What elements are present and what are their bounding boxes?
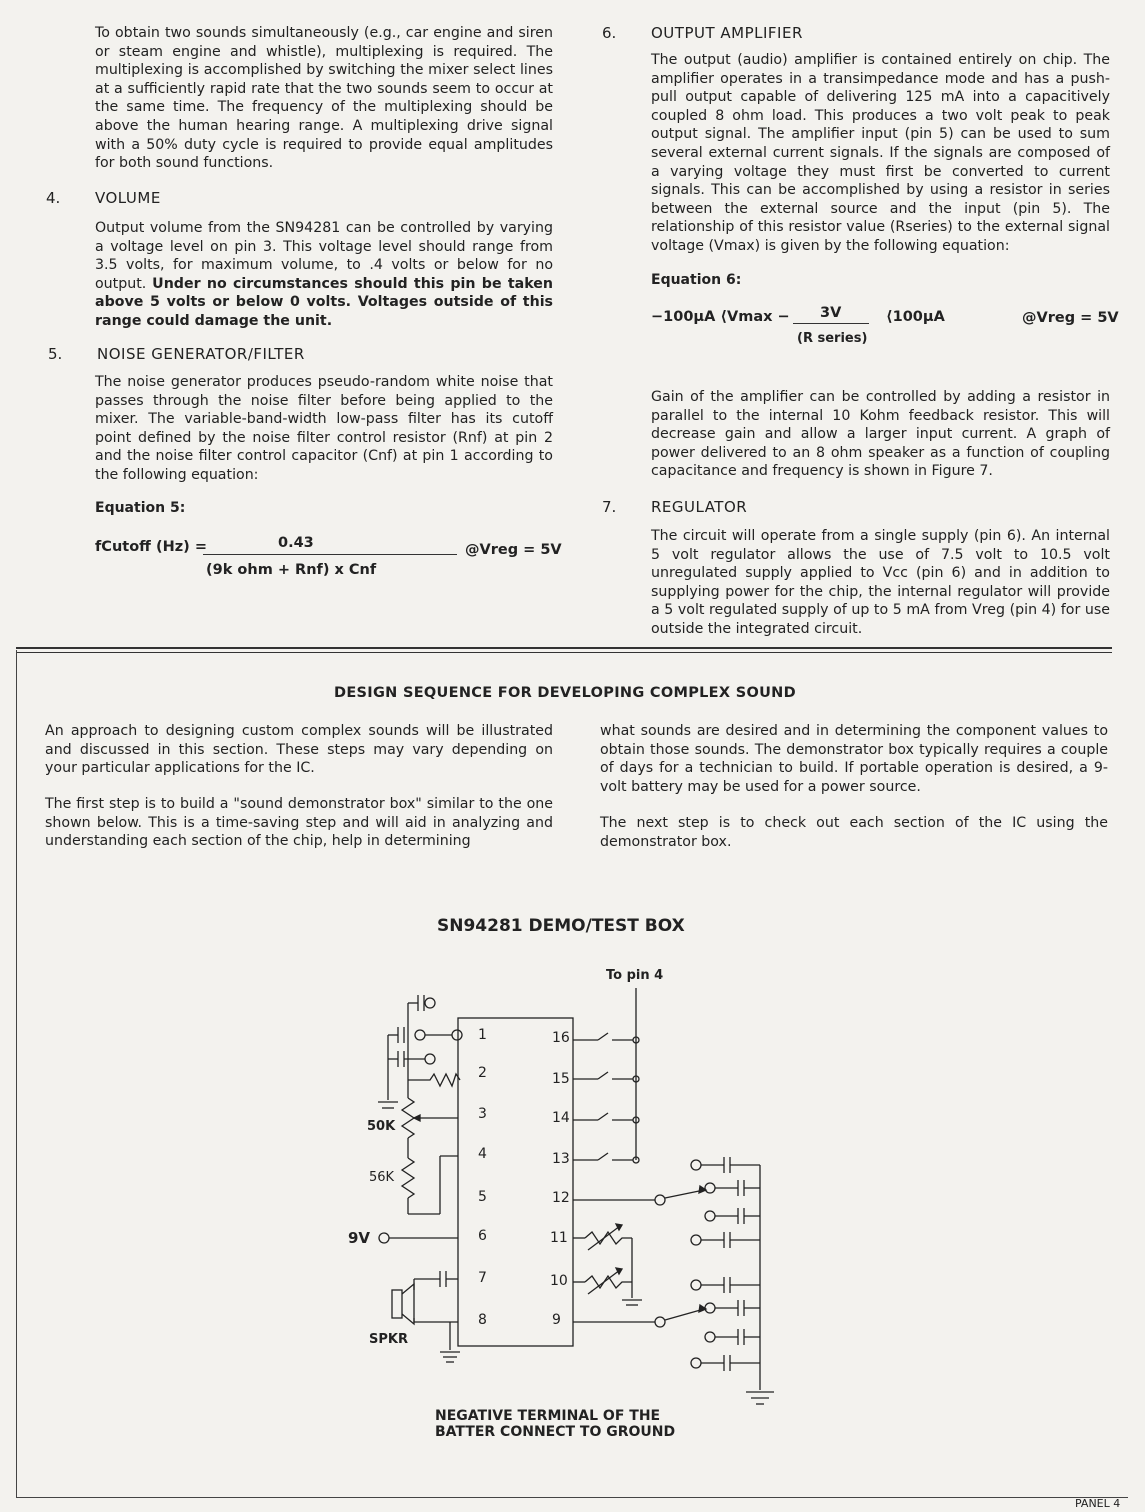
section-6-title: OUTPUT AMPLIFIER [651,24,803,42]
design-sequence-title: DESIGN SEQUENCE FOR DEVELOPING COMPLEX SOUND [334,685,796,701]
pin-label: 16 [552,1030,570,1046]
speaker-label: SPKR [369,1332,408,1347]
section-5-title: NOISE GENERATOR/FILTER [97,345,305,363]
pin-label: 9 [552,1312,561,1328]
pin-label: 10 [550,1273,568,1289]
pin-label: 14 [552,1110,570,1126]
design-left-paragraph-2: The first step is to build a "sound demonstrator box" similar to the one shown below. This is a time-saving step and will aid in analyzing and understanding each section of the chip, help in determining [45,796,553,850]
pin-label: 13 [552,1151,570,1167]
equation-6-denominator: (R series) [797,331,868,346]
equation-5-numerator: 0.43 [278,535,314,551]
section-6-text: The output (audio) amplifier is contained entirely on chip. The amplifier operates in a transimpedance mode and has a push-pull output capable of delivering 125 mA into a capacitively coupled 8 ohm load. This produces a two volt peak to peak output signal. The amplifier input (pin 5) can be used to sum several external current signals. If the signals are composed of a varying voltage they must first be converted to current signals. This can be accomplished by using a resistor in series between the external source and the input (pin 5). The relationship of this resistor value (Rseries) to the external signal voltage (Vmax) is given by the following equation: [651,52,1110,254]
section-4-number: 4. [46,189,61,207]
section-6-text-2: Gain of the amplifier can be controlled by adding a resistor in parallel to the internal 10 Kohm feedback resistor. This will decrease gain and allow a larger input current. A graph of power delivered to an 8 ohm speaker as a function of coupling capacitance and frequency is shown in Figure 7. [651,389,1110,480]
equation-5-label: Equation 5: [95,500,186,516]
schematic-title: SN94281 DEMO/TEST BOX [437,916,685,936]
equation-6-numerator: 3V [820,305,842,321]
section-7-title: REGULATOR [651,498,748,516]
pin-label: 2 [478,1065,487,1081]
section-6-number: 6. [602,24,617,42]
schematic-caption-line-1: NEGATIVE TERMINAL OF THE [435,1408,661,1424]
equation-5-condition: @Vreg = 5V [465,542,562,558]
panel-number: PANEL 4 [1075,1497,1121,1510]
design-right-paragraph-1: what sounds are desired and in determining the component values to obtain those sounds. The demonstrator box typically requires a couple of days for a technician to build. If portable operation is desired, a 9-volt battery may be used for a power source. [600,723,1108,795]
equation-6-rhs: ⟨100μA [886,309,945,325]
equation-5-lhs: fCutoff (Hz) = [95,539,207,555]
resistor-50k-label: 50K [367,1119,396,1134]
section-4-text: Output volume from the SN94281 can be controlled by varying a voltage level on pin 3. This voltage level should range from 3.5 volts, for maximum volume, to .4 volts or below for no output. Under no circumstances should this pin be taken above 5 volts or below 0 volts. Voltages outside of this range could damage the unit. [95,220,553,329]
equation-6-label: Equation 6: [651,272,742,288]
section-5-number: 5. [48,345,63,363]
section-4-title: VOLUME [95,189,161,207]
design-left-paragraph-1: An approach to designing custom complex sounds will be illustrated and discussed in this section. These steps may vary depending on your particular applications for the IC. [45,723,553,777]
section-5-text: The noise generator produces pseudo-random white noise that passes through the noise filter before being applied to the mixer. The variable-band-width low-pass filter has its cutoff point defined by the noise filter control resistor (Rnf) at pin 2 and the noise filter control capacitor (Cnf) at pin 1 according to the following equation: [95,374,553,483]
supply-9v-label: 9V [348,1229,371,1247]
pin-label: 3 [478,1106,487,1122]
section-7-number: 7. [602,498,617,516]
to-pin-4-label: To pin 4 [606,968,664,983]
resistor-56k-label: 56K [369,1170,395,1185]
section-7-text: The circuit will operate from a single supply (pin 6). An internal 5 volt regulator allows the use of 7.5 volt to 10.5 volt unregulated supply applied to Vcc (pin 6) and in addition to supplying power for the chip, the internal regulator will provide a 5 volt regulated supply of up to 5 mA from Vreg (pin 4) for use outside the integrated circuit. [651,528,1110,637]
schematic-caption-line-2: BATTER CONNECT TO GROUND [435,1424,676,1440]
intro-paragraph: To obtain two sounds simultaneously (e.g., car engine and siren or steam engine and whistle), multiplexing is required. The multiplexing is accomplished by switching the mixer select lines at a sufficiently rapid rate that the two sounds seem to occur at the same time. The frequency of the multiplexing should be above the human hearing range. A multiplexing drive signal with a 50% duty cycle is required to provide equal amplitudes for both sound functions. [95,25,553,172]
pin-label: 8 [478,1312,487,1328]
pin-label: 4 [478,1146,487,1162]
pin-label: 6 [478,1228,487,1244]
pin-label: 7 [478,1270,487,1286]
pin-label: 12 [552,1190,570,1206]
pin-label: 5 [478,1189,487,1205]
pin-label: 15 [552,1071,570,1087]
volume-warning: Under no circumstances should this pin be taken above 5 volts or below 0 volts. Voltages outside of this range could damage the unit. [95,275,553,329]
pin-label: 11 [550,1230,568,1246]
design-right-paragraph-2: The next step is to check out each section of the IC using the demonstrator box. [600,815,1108,850]
pin-label: 1 [478,1027,487,1043]
equation-6-condition: @Vreg = 5V [1022,310,1119,326]
ic-body [458,1018,573,1346]
equation-5-denominator: (9k ohm + Rnf) x Cnf [206,562,377,578]
equation-6-lhs: −100μA ⟨Vmax − [651,309,790,325]
